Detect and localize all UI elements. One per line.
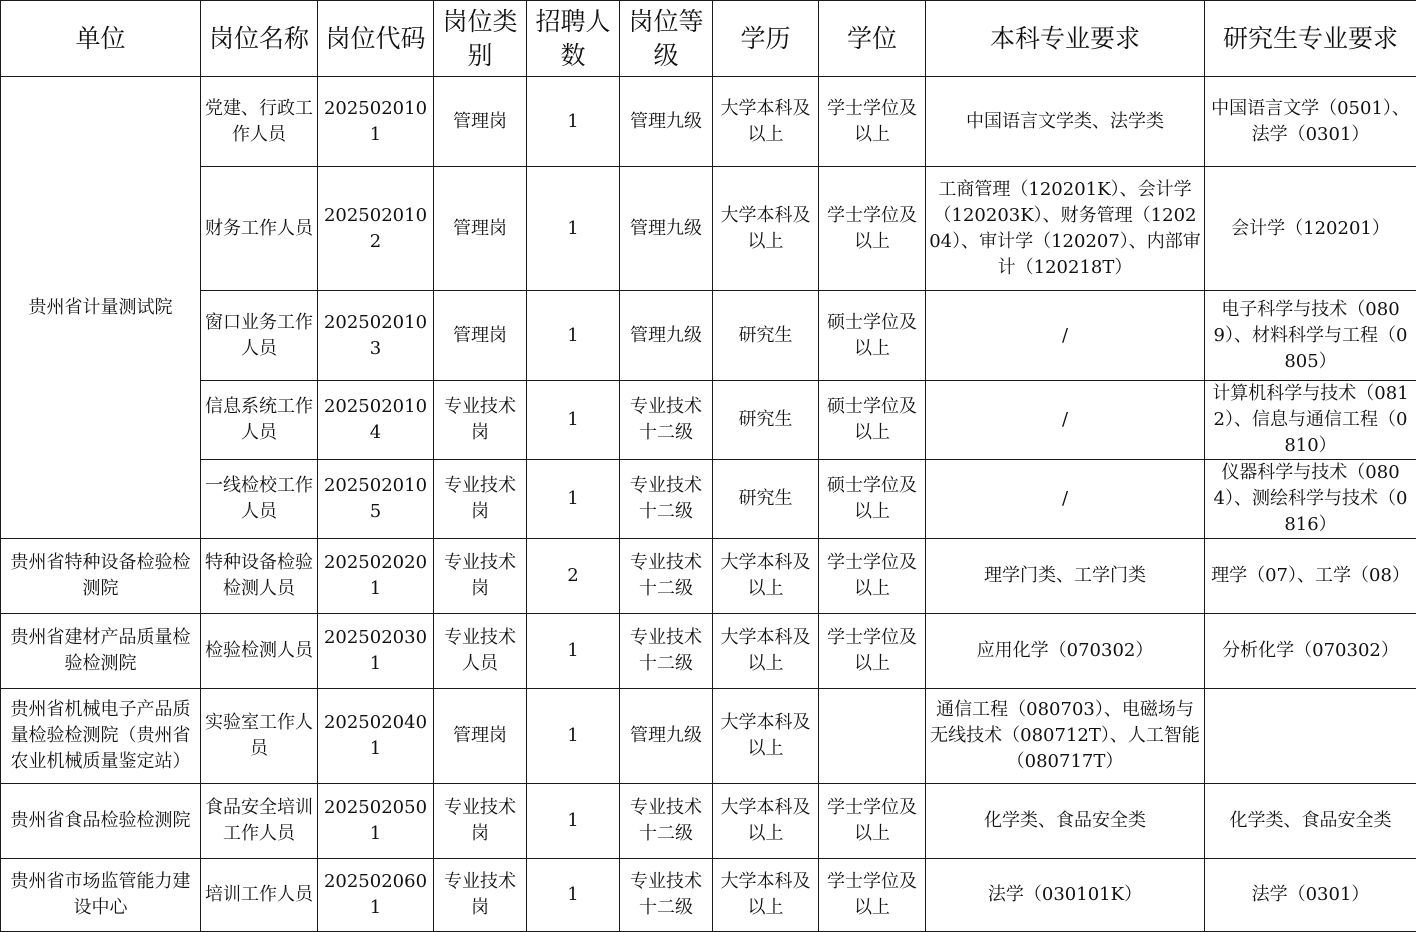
- undergrad-major-cell: /: [926, 381, 1205, 460]
- unit-cell: 贵州省计量测试院: [1, 77, 201, 539]
- table-row: [1, 614, 1416, 689]
- position-code-cell: 2025020201: [318, 539, 434, 614]
- position-name-cell: 特种设备检验检测人员: [201, 539, 318, 614]
- unit-cell: 贵州省市场监管能力建设中心: [1, 859, 201, 932]
- education-cell: 大学本科及以上: [713, 784, 819, 859]
- position-level-cell: 管理九级: [620, 77, 713, 167]
- grad-major-cell: [1205, 689, 1416, 784]
- degree-cell: 学士学位及以上: [819, 784, 926, 859]
- header-row: [1, 1, 1416, 77]
- position-code-cell: 2025020101: [318, 77, 434, 167]
- unit-text: 贵州省机械电子产品质量检验检测院（贵州省农业机械质量鉴定站）: [4, 697, 197, 775]
- education-cell: 研究生: [713, 460, 819, 539]
- position-level-cell: 专业技术十二级: [620, 784, 713, 859]
- header-hire-count: 招聘人数: [527, 1, 620, 77]
- position-code-cell: 2025020102: [318, 167, 434, 291]
- hire-count-cell: 1: [527, 784, 620, 859]
- degree-cell: 学士学位及以上: [819, 859, 926, 932]
- undergrad-major-cell: 法学（030101K）: [926, 859, 1205, 932]
- table-row: [1, 381, 1416, 460]
- hire-count-cell: 1: [527, 167, 620, 291]
- hire-count-cell: 1: [527, 381, 620, 460]
- position-code-cell: 2025020301: [318, 614, 434, 689]
- position-name-cell: 食品安全培训工作人员: [201, 784, 318, 859]
- position-level-cell: 专业技术十二级: [620, 539, 713, 614]
- header-position-category: 岗位类别: [434, 1, 527, 77]
- undergrad-major-cell: 理学门类、工学门类: [926, 539, 1205, 614]
- grad-major-cell: 理学（07）、工学（08）: [1205, 539, 1416, 614]
- position-category-cell: 专业技术岗: [434, 539, 527, 614]
- grad-major-cell: [1205, 460, 1416, 539]
- position-category-cell: 管理岗: [434, 77, 527, 167]
- position-category-cell: 专业技术岗: [434, 859, 527, 932]
- position-level-cell: 专业技术十二级: [620, 460, 713, 539]
- hire-count-cell: 1: [527, 460, 620, 539]
- degree-cell: 硕士学位及以上: [819, 381, 926, 460]
- hire-count-cell: 2: [527, 539, 620, 614]
- position-category-cell: 专业技术人员: [434, 614, 527, 689]
- position-code-cell: 2025020501: [318, 784, 434, 859]
- position-name-cell: 窗口业务工作人员: [201, 291, 318, 381]
- undergrad-major-cell: [926, 167, 1205, 291]
- grad-major-cell: 电子科学与技术（0809）、材料科学与工程（0805）: [1205, 291, 1416, 381]
- header-position-level: 岗位等级: [620, 1, 713, 77]
- position-category-cell: 专业技术岗: [434, 784, 527, 859]
- table-row: [1, 859, 1416, 932]
- grad-major-cell: 法学（0301）: [1205, 859, 1416, 932]
- position-code-cell: 2025020104: [318, 381, 434, 460]
- position-level-cell: 专业技术十二级: [620, 859, 713, 932]
- position-name-cell: 财务工作人员: [201, 167, 318, 291]
- position-level-cell: 专业技术十二级: [620, 381, 713, 460]
- position-name-cell: 一线检校工作人员: [201, 460, 318, 539]
- position-category-cell: 管理岗: [434, 167, 527, 291]
- header-grad-major: 研究生专业要求: [1205, 1, 1416, 77]
- undergrad-major-cell: 通信工程（080703）、电磁场与无线技术（080712T）、人工智能（080717T）: [926, 689, 1205, 784]
- position-code-cell: 2025020103: [318, 291, 434, 381]
- unit-cell: 贵州省食品检验检测院: [1, 784, 201, 859]
- header-unit: 单位: [1, 1, 201, 77]
- grad-major-cell: 化学类、食品安全类: [1205, 784, 1416, 859]
- undergrad-major-cell: 化学类、食品安全类: [926, 784, 1205, 859]
- grad-major-text: 仪器科学与技术（0804）、测绘科学与技术（0816）: [1208, 460, 1413, 538]
- undergrad-major-text: 工商管理（120201K）、会计学（120203K）、财务管理（120204）、审计学（120207）、内部审计（120218T）: [929, 177, 1201, 281]
- education-cell: 大学本科及以上: [713, 689, 819, 784]
- hire-count-cell: 1: [527, 614, 620, 689]
- header-undergrad-major: 本科专业要求: [926, 1, 1205, 77]
- table-row: [1, 539, 1416, 614]
- unit-cell: 贵州省建材产品质量检验检测院: [1, 614, 201, 689]
- undergrad-major-cell: 应用化学（070302）: [926, 614, 1205, 689]
- hire-count-cell: 1: [527, 291, 620, 381]
- degree-cell: 硕士学位及以上: [819, 291, 926, 381]
- unit-cell: 贵州省特种设备检验检测院: [1, 539, 201, 614]
- unit-cell: [1, 689, 201, 784]
- grad-major-cell: 中国语言文学（0501）、法学（0301）: [1205, 77, 1416, 167]
- position-level-cell: 管理九级: [620, 291, 713, 381]
- education-cell: 研究生: [713, 291, 819, 381]
- position-code-cell: 2025020401: [318, 689, 434, 784]
- table-row: [1, 784, 1416, 859]
- hire-count-cell: 1: [527, 859, 620, 932]
- education-cell: 大学本科及以上: [713, 167, 819, 291]
- header-education: 学历: [713, 1, 819, 77]
- position-level-cell: 管理九级: [620, 167, 713, 291]
- degree-cell: 硕士学位及以上: [819, 460, 926, 539]
- position-level-cell: 专业技术十二级: [620, 614, 713, 689]
- grad-major-cell: 会计学（120201）: [1205, 167, 1416, 291]
- position-name-cell: 培训工作人员: [201, 859, 318, 932]
- position-category-cell: 管理岗: [434, 689, 527, 784]
- degree-cell: 学士学位及以上: [819, 77, 926, 167]
- education-cell: 大学本科及以上: [713, 539, 819, 614]
- position-name-cell: 实验室工作人员: [201, 689, 318, 784]
- education-cell: 大学本科及以上: [713, 614, 819, 689]
- grad-major-cell: 分析化学（070302）: [1205, 614, 1416, 689]
- undergrad-major-cell: /: [926, 460, 1205, 539]
- header-degree: 学位: [819, 1, 926, 77]
- hire-count-cell: 1: [527, 77, 620, 167]
- position-level-cell: 管理九级: [620, 689, 713, 784]
- position-name-cell: 信息系统工作人员: [201, 381, 318, 460]
- table-row: [1, 689, 1416, 784]
- position-code-cell: 2025020105: [318, 460, 434, 539]
- position-category-cell: 管理岗: [434, 291, 527, 381]
- undergrad-major-cell: /: [926, 291, 1205, 381]
- hire-count-cell: 1: [527, 689, 620, 784]
- table-row: [1, 460, 1416, 539]
- position-name-cell: 检验检测人员: [201, 614, 318, 689]
- education-cell: 研究生: [713, 381, 819, 460]
- position-name-cell: 党建、行政工作人员: [201, 77, 318, 167]
- position-category-cell: 专业技术岗: [434, 460, 527, 539]
- degree-cell: [819, 689, 926, 784]
- grad-major-text: 计算机科学与技术（0812）、信息与通信工程（0810）: [1208, 381, 1413, 459]
- degree-cell: 学士学位及以上: [819, 614, 926, 689]
- education-cell: 大学本科及以上: [713, 859, 819, 932]
- header-position-name: 岗位名称: [201, 1, 318, 77]
- table-row: [1, 77, 1416, 167]
- position-category-cell: 专业技术岗: [434, 381, 527, 460]
- degree-cell: 学士学位及以上: [819, 539, 926, 614]
- table-row: [1, 291, 1416, 381]
- position-code-cell: 2025020601: [318, 859, 434, 932]
- degree-cell: 学士学位及以上: [819, 167, 926, 291]
- education-cell: 大学本科及以上: [713, 77, 819, 167]
- undergrad-major-cell: 中国语言文学类、法学类: [926, 77, 1205, 167]
- header-position-code: 岗位代码: [318, 1, 434, 77]
- table-row: [1, 167, 1416, 291]
- grad-major-cell: [1205, 381, 1416, 460]
